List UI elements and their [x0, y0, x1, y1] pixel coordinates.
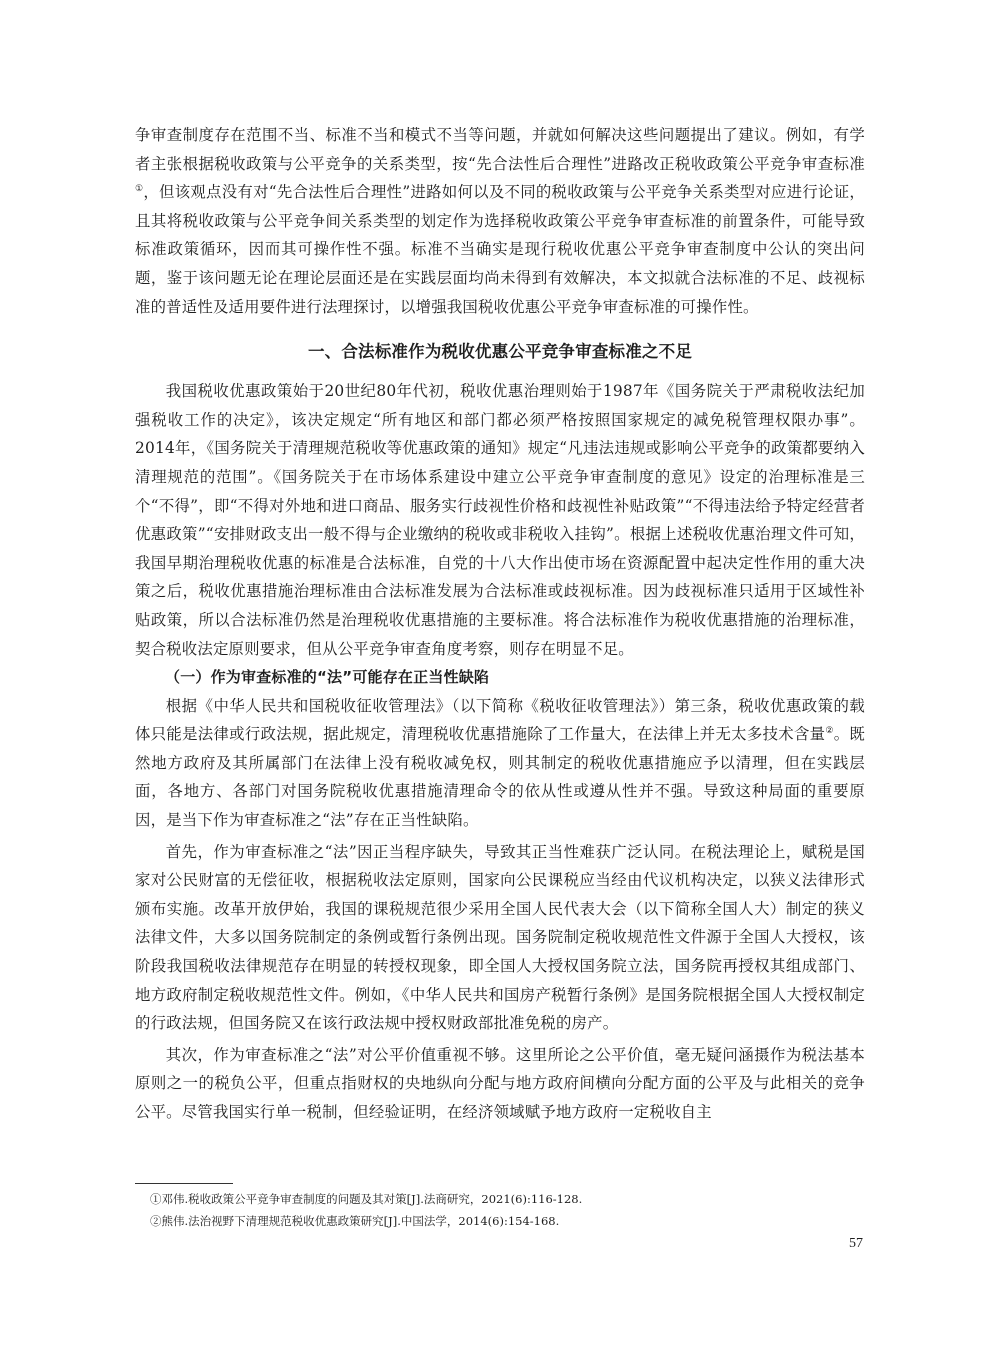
footnotes [150, 1188, 865, 1232]
section-heading: 一、合法标准作为税收优惠公平竞争审查标准之不足 [307, 342, 693, 362]
subsection-heading: （一）作为审查标准的“法”可能存在正当性缺陷 [165, 668, 490, 687]
subsection-paragraph-3: 其次，作为审查标准之“法”对公平价值重视不够。这里所论之公平价值，毫无疑问涵摄作为税法基本原则之一的税负公平，但重点指财权的央地纵向分配与地方政府间横向分配方面的公平及与此相关的竞争公平。尽管我国实行单一税制，但经验证明，在经济领域赋予地方政府一定税收自主 [135, 1045, 865, 1121]
intro-paragraph: 争审查制度存在范围不当、标准不当和模式不当等问题，并就如何解决这些问题提出了建议。例如，有学者主张根据税收政策与公平竞争的关系类型，按“先合法性后合理性”进路改正税收政策公平竞争审查标准①，但该观点没有对“先合法性后合理性”进路如何以及不同的税收政策与公平竞争关系类型对应进行论证，且其将税收政策与公平竞争间关系类型的划定作为选择税收政策公平竞争审查标准的前置条件，可能导致标准政策循环，因而其可操作性不强。标准不当确实是现行税收优惠公平竞争审查制度中公认的突出问题，鉴于该问题无论在理论层面还是在实践层面均尚未得到有效解决，本文拟就合法标准的不足、歧视标准的普适性及适用要件进行法理探讨，以增强我国税收优惠公平竞争审查标准的可操作性。 [135, 126, 865, 316]
subsection-paragraph-1: 根据《中华人民共和国税收征收管理法》（以下简称《税收征收管理法》）第三条，税收优惠政策的载体只能是法律或行政法规，据此规定，清理税收优惠措施除了工作量大，在法律上并无太多技术含量②。既然地方政府及其所属部门在法律上没有税收减免权，则其制定的税收优惠措施应予以清理，但在实践层面，各地方、各部门对国务院税收优惠措施清理命令的依从性或遵从性并不强。导致这种局面的重要原因，是当下作为审查标准之“法”存在正当性缺陷。 [135, 696, 865, 830]
footnote-2: ②熊伟.法治视野下清理规范税收优惠政策研究[J].中国法学，2014(6):154-168. [150, 1214, 560, 1228]
page-number: 57 [849, 1236, 863, 1251]
footnote-1: ①邓伟.税收政策公平竞争审查制度的问题及其对策[J].法商研究，2021(6):116-128. [150, 1192, 583, 1206]
main-text [135, 121, 865, 1127]
footnote-ref-2[interactable]: ② [825, 726, 834, 737]
footnote-divider [135, 1183, 233, 1184]
section-paragraph-1: 我国税收优惠政策始于20世纪80年代初，税收优惠治理则始于1987年《国务院关于严肃税收法纪加强税收工作的决定》，该决定规定“所有地区和部门都必须严格按照国家规定的减免税管理权限办事”。2014年，《国务院关于清理规范税收等优惠政策的通知》规定“凡违法违规或影响公平竞争的政策都要纳入清理规范的范围”。《国务院关于在市场体系建设中建立公平竞争审查制度的意见》设定的治理标准是三个“不得”，即“不得对外地和进口商品、服务实行歧视性价格和歧视性补贴政策”“不得违法给予特定经营者优惠政策”“安排财政支出一般不得与企业缴纳的税收或非税收入挂钩”。根据上述税收优惠治理文件可知，我国早期治理税收优惠的标准是合法标准，自党的十八大作出使市场在资源配置中起决定性作用的重大决策之后，税收优惠措施治理标准由合法标准发展为合法标准或歧视标准。因为歧视标准只适用于区域性补贴政策，所以合法标准仍然是治理税收优惠措施的主要标准。将合法标准作为税收优惠措施的治理标准，契合税收法定原则要求，但从公平竞争审查角度考察，则存在明显不足。 [135, 382, 865, 658]
subsection-paragraph-2: 首先，作为审查标准之“法”因正当程序缺失，导致其正当性难获广泛认同。在税法理论上，赋税是国家对公民财富的无偿征收，根据税收法定原则，国家向公民课税应当经由代议机构决定，以狭义法律形式颁布实施。改革开放伊始，我国的课税规范很少采用全国人民代表大会（以下简称全国人大）制定的狭义法律文件，大多以国务院制定的条例或暂行条例出现。国务院制定税收规范性文件源于全国人大授权，该阶段我国税收法律规范存在明显的转授权现象，即全国人大授权国务院立法，国务院再授权其组成部门、地方政府制定税收规范性文件。例如，《中华人民共和国房产税暂行条例》是国务院根据全国人大授权制定的行政法规，但国务院又在该行政法规中授权财政部批准免税的房产。 [135, 842, 865, 1033]
footnote-ref-1[interactable]: ① [135, 184, 144, 195]
